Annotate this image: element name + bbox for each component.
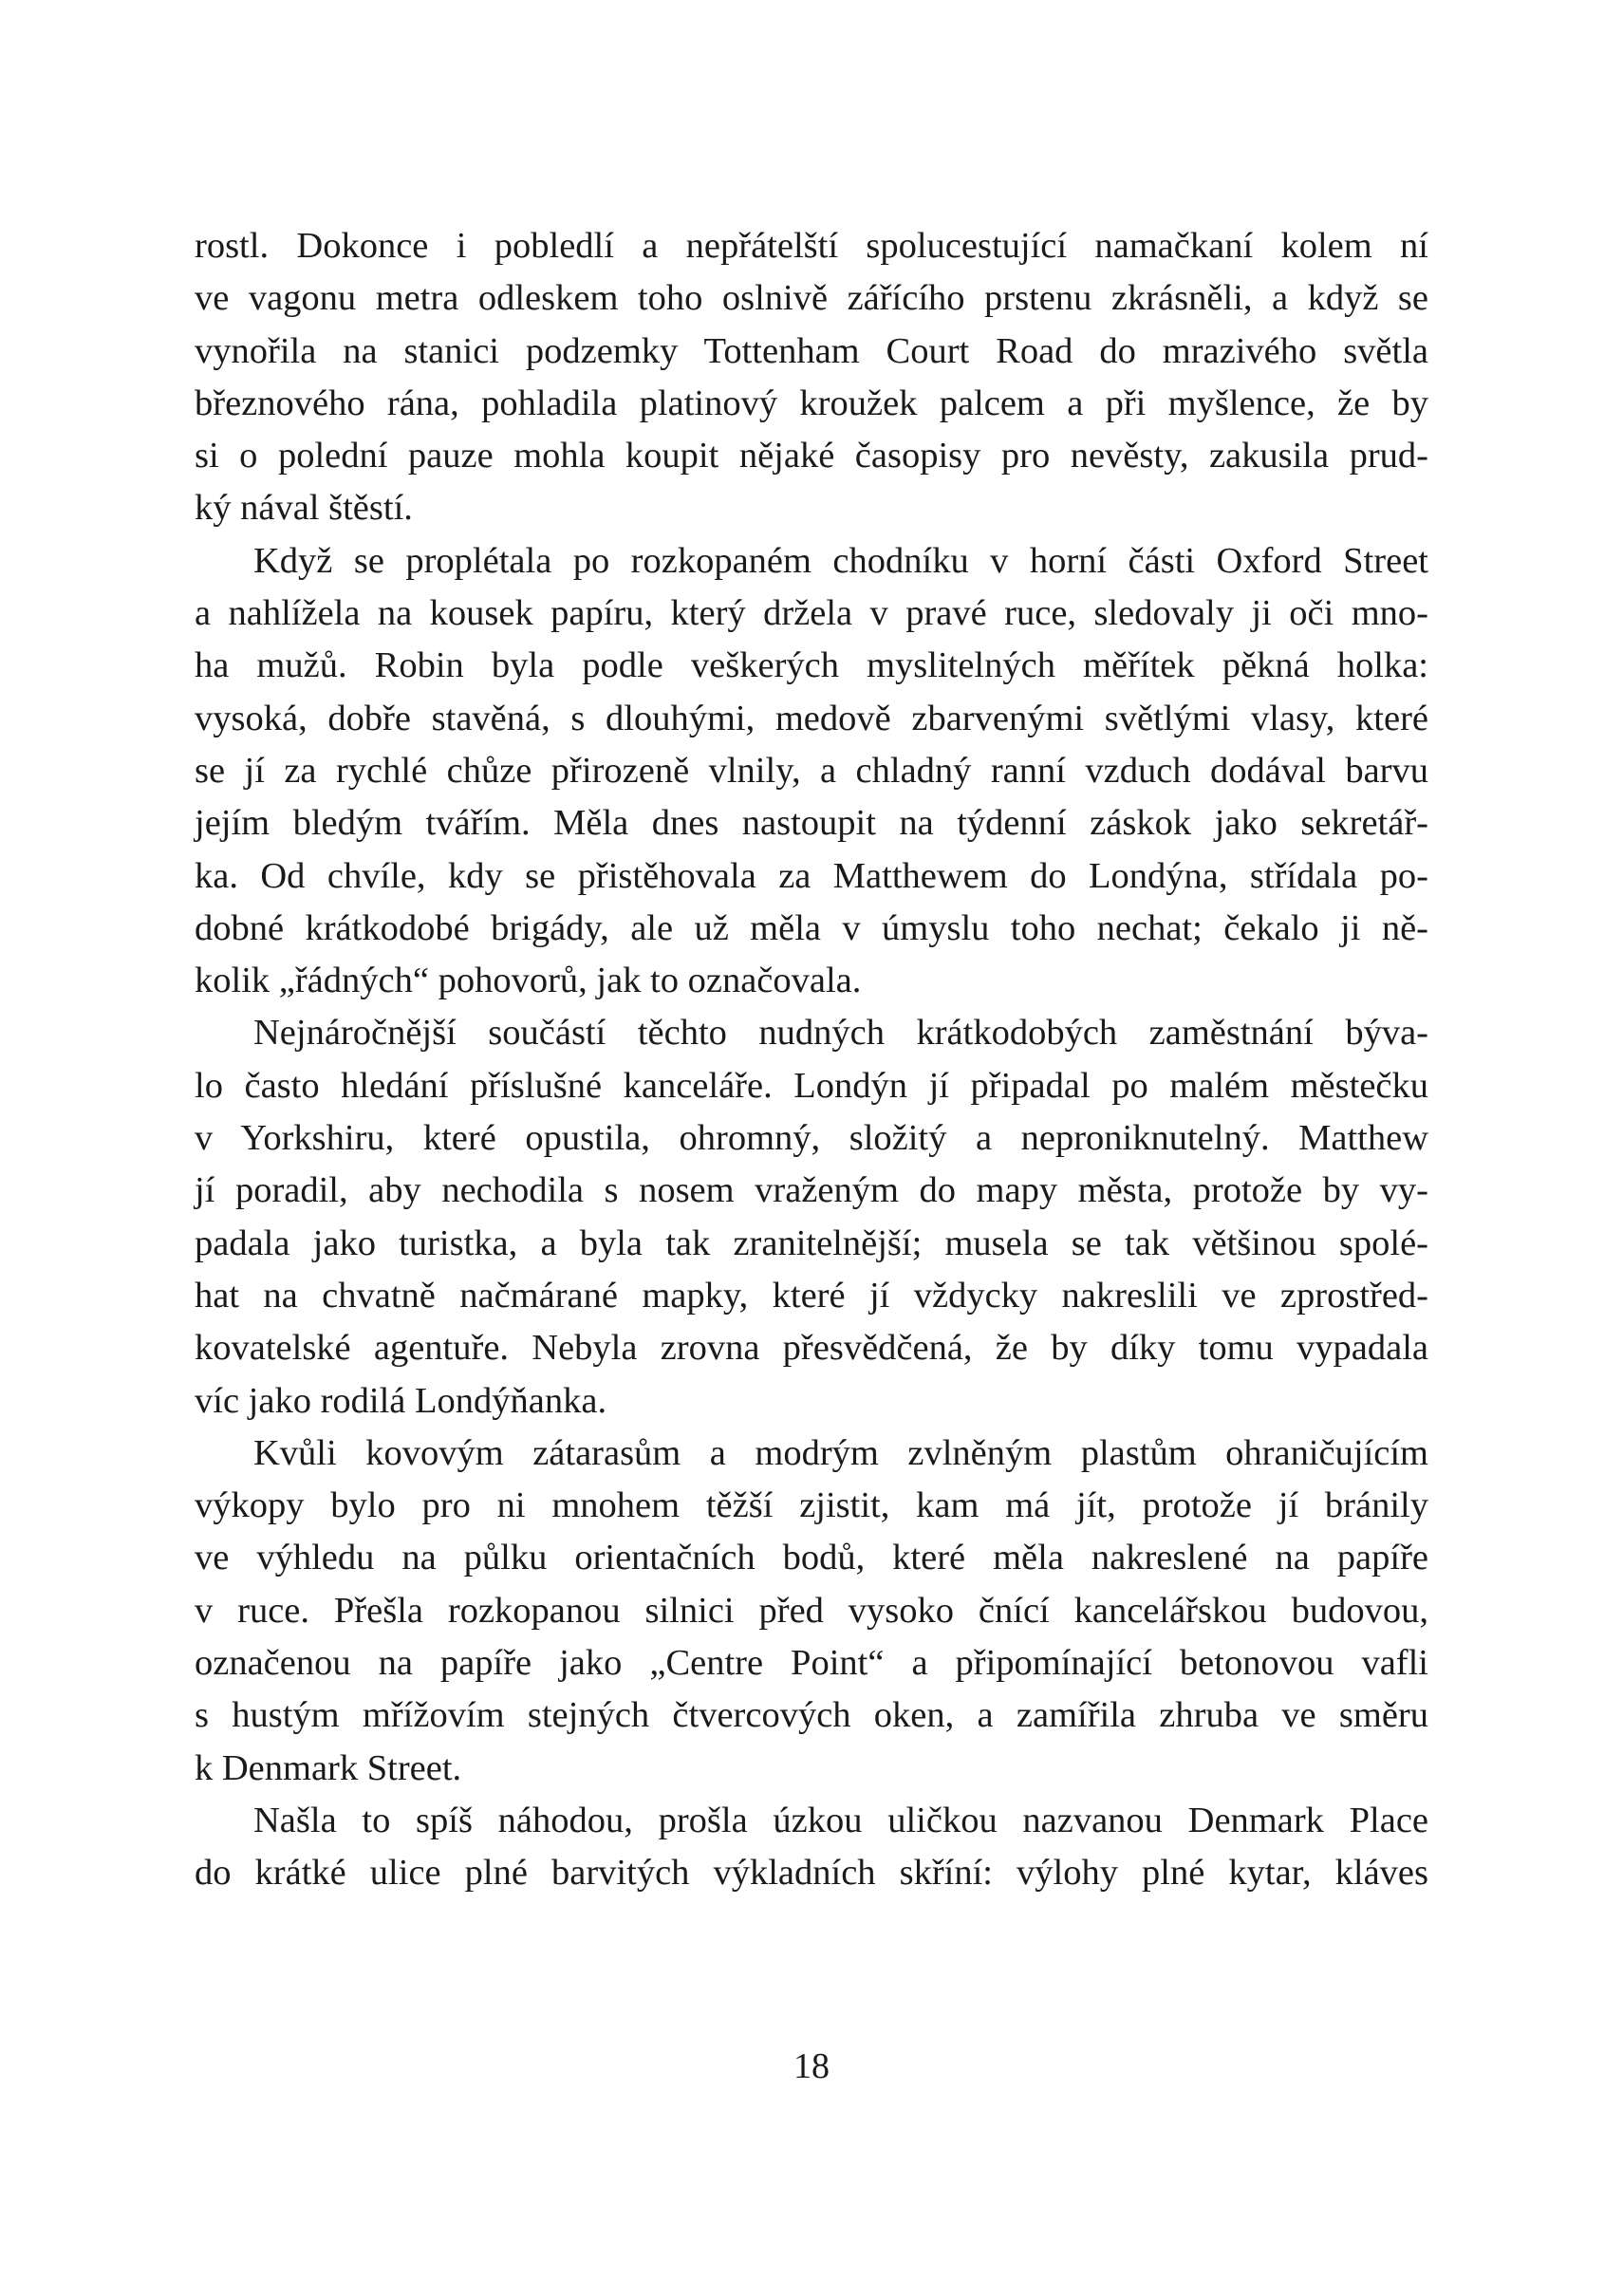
text-line: ve výhledu na půlku orientačních bodů, které měla nakreslené na papíře	[195, 1538, 1428, 1578]
text-line: výkopy bylo pro ni mnohem těžší zjistit, kam má jít, protože jí bránily	[195, 1485, 1428, 1526]
text-line: padala jako turistka, a byla tak zranitelnější; musela se tak většinou spolé-	[195, 1223, 1428, 1263]
text-line: víc jako rodilá Londýňanka.	[195, 1380, 607, 1421]
text-line: rostl. Dokonce i pobledlí a nepřátelští spolucestující namačkaní kolem ní	[195, 226, 1428, 266]
text-line: kolik „řádných“ pohovorů, jak to označovala.	[195, 961, 862, 1001]
text-line: jí poradil, aby nechodila s nosem vraženým do mapy města, protože by vy-	[195, 1170, 1428, 1211]
text-line: Když se proplétala po rozkopaném chodníku v horní části Oxford Street	[253, 540, 1428, 581]
text-line: v ruce. Přešla rozkopanou silnici před vysoko čnící kancelářskou budovou,	[195, 1590, 1428, 1631]
text-line: Našla to spíš náhodou, prošla úzkou uličkou nazvanou Denmark Place	[253, 1800, 1428, 1840]
text-line: kovatelské agentuře. Nebyla zrovna přesvědčená, že by díky tomu vypadala	[195, 1328, 1428, 1369]
text-line: se jí za rychlé chůze přirozeně vlnily, a chladný ranní vzduch dodával barvu	[195, 750, 1428, 791]
text-line: Kvůli kovovým zátarasům a modrým zvlněným plastům ohraničujícím	[253, 1432, 1428, 1473]
text-line: lo často hledání příslušné kanceláře. Londýn jí připadal po malém městečku	[195, 1065, 1428, 1106]
text-line: dobné krátkodobé brigády, ale už měla v úmyslu toho nechat; čekalo ji ně-	[195, 907, 1428, 948]
text-line: k Denmark Street.	[195, 1747, 462, 1788]
text-line: a nahlížela na kousek papíru, který držela v pravé ruce, sledovaly ji oči mno-	[195, 593, 1428, 634]
text-line: ha mužů. Robin byla podle veškerých myslitelných měřítek pěkná holka:	[195, 645, 1428, 686]
text-line: v Yorkshiru, které opustila, ohromný, složitý a neproniknutelný. Matthew	[195, 1118, 1428, 1159]
text-line: vynořila na stanici podzemky Tottenham Court Road do mrazivého světla	[195, 330, 1428, 371]
body-text	[195, 220, 1428, 1900]
text-line: si o polední pauze mohla koupit nějaké časopisy pro nevěsty, zakusila prud-	[195, 436, 1428, 476]
text-line: ký nával štěstí.	[195, 488, 413, 529]
text-line: Nejnáročnější součástí těchto nudných krátkodobých zaměstnání býva-	[253, 1013, 1428, 1054]
paragraph-1	[195, 220, 1428, 535]
paragraph-2	[195, 535, 1428, 1008]
text-line: s hustým mřížovím stejných čtvercových oken, a zamířila zhruba ve směru	[195, 1695, 1428, 1736]
paragraph-5	[195, 1795, 1428, 1900]
text-line: březnového rána, pohladila platinový kroužek palcem a při myšlence, že by	[195, 383, 1428, 423]
text-line: hat na chvatně načmárané mapky, které jí vždycky nakreslili ve zprostřed-	[195, 1275, 1428, 1316]
text-line: označenou na papíře jako „Centre Point“ a připomínající betonovou vafli	[195, 1643, 1428, 1684]
text-line: jejím bledým tvářím. Měla dnes nastoupit na týdenní záskok jako sekretář-	[195, 803, 1428, 844]
text-line: do krátké ulice plné barvitých výkladních skříní: výlohy plné kytar, kláves	[195, 1853, 1428, 1894]
text-line: ve vagonu metra odleskem toho oslnivě zářícího prstenu zkrásněli, a když se	[195, 278, 1428, 319]
paragraph-3	[195, 1007, 1428, 1427]
page-number: 18	[793, 2046, 830, 2086]
text-line: vysoká, dobře stavěná, s dlouhými, medově zbarvenými světlými vlasy, které	[195, 698, 1428, 738]
text-line: ka. Od chvíle, kdy se přistěhovala za Matthewem do Londýna, střídala po-	[195, 855, 1428, 896]
paragraph-4	[195, 1428, 1428, 1795]
